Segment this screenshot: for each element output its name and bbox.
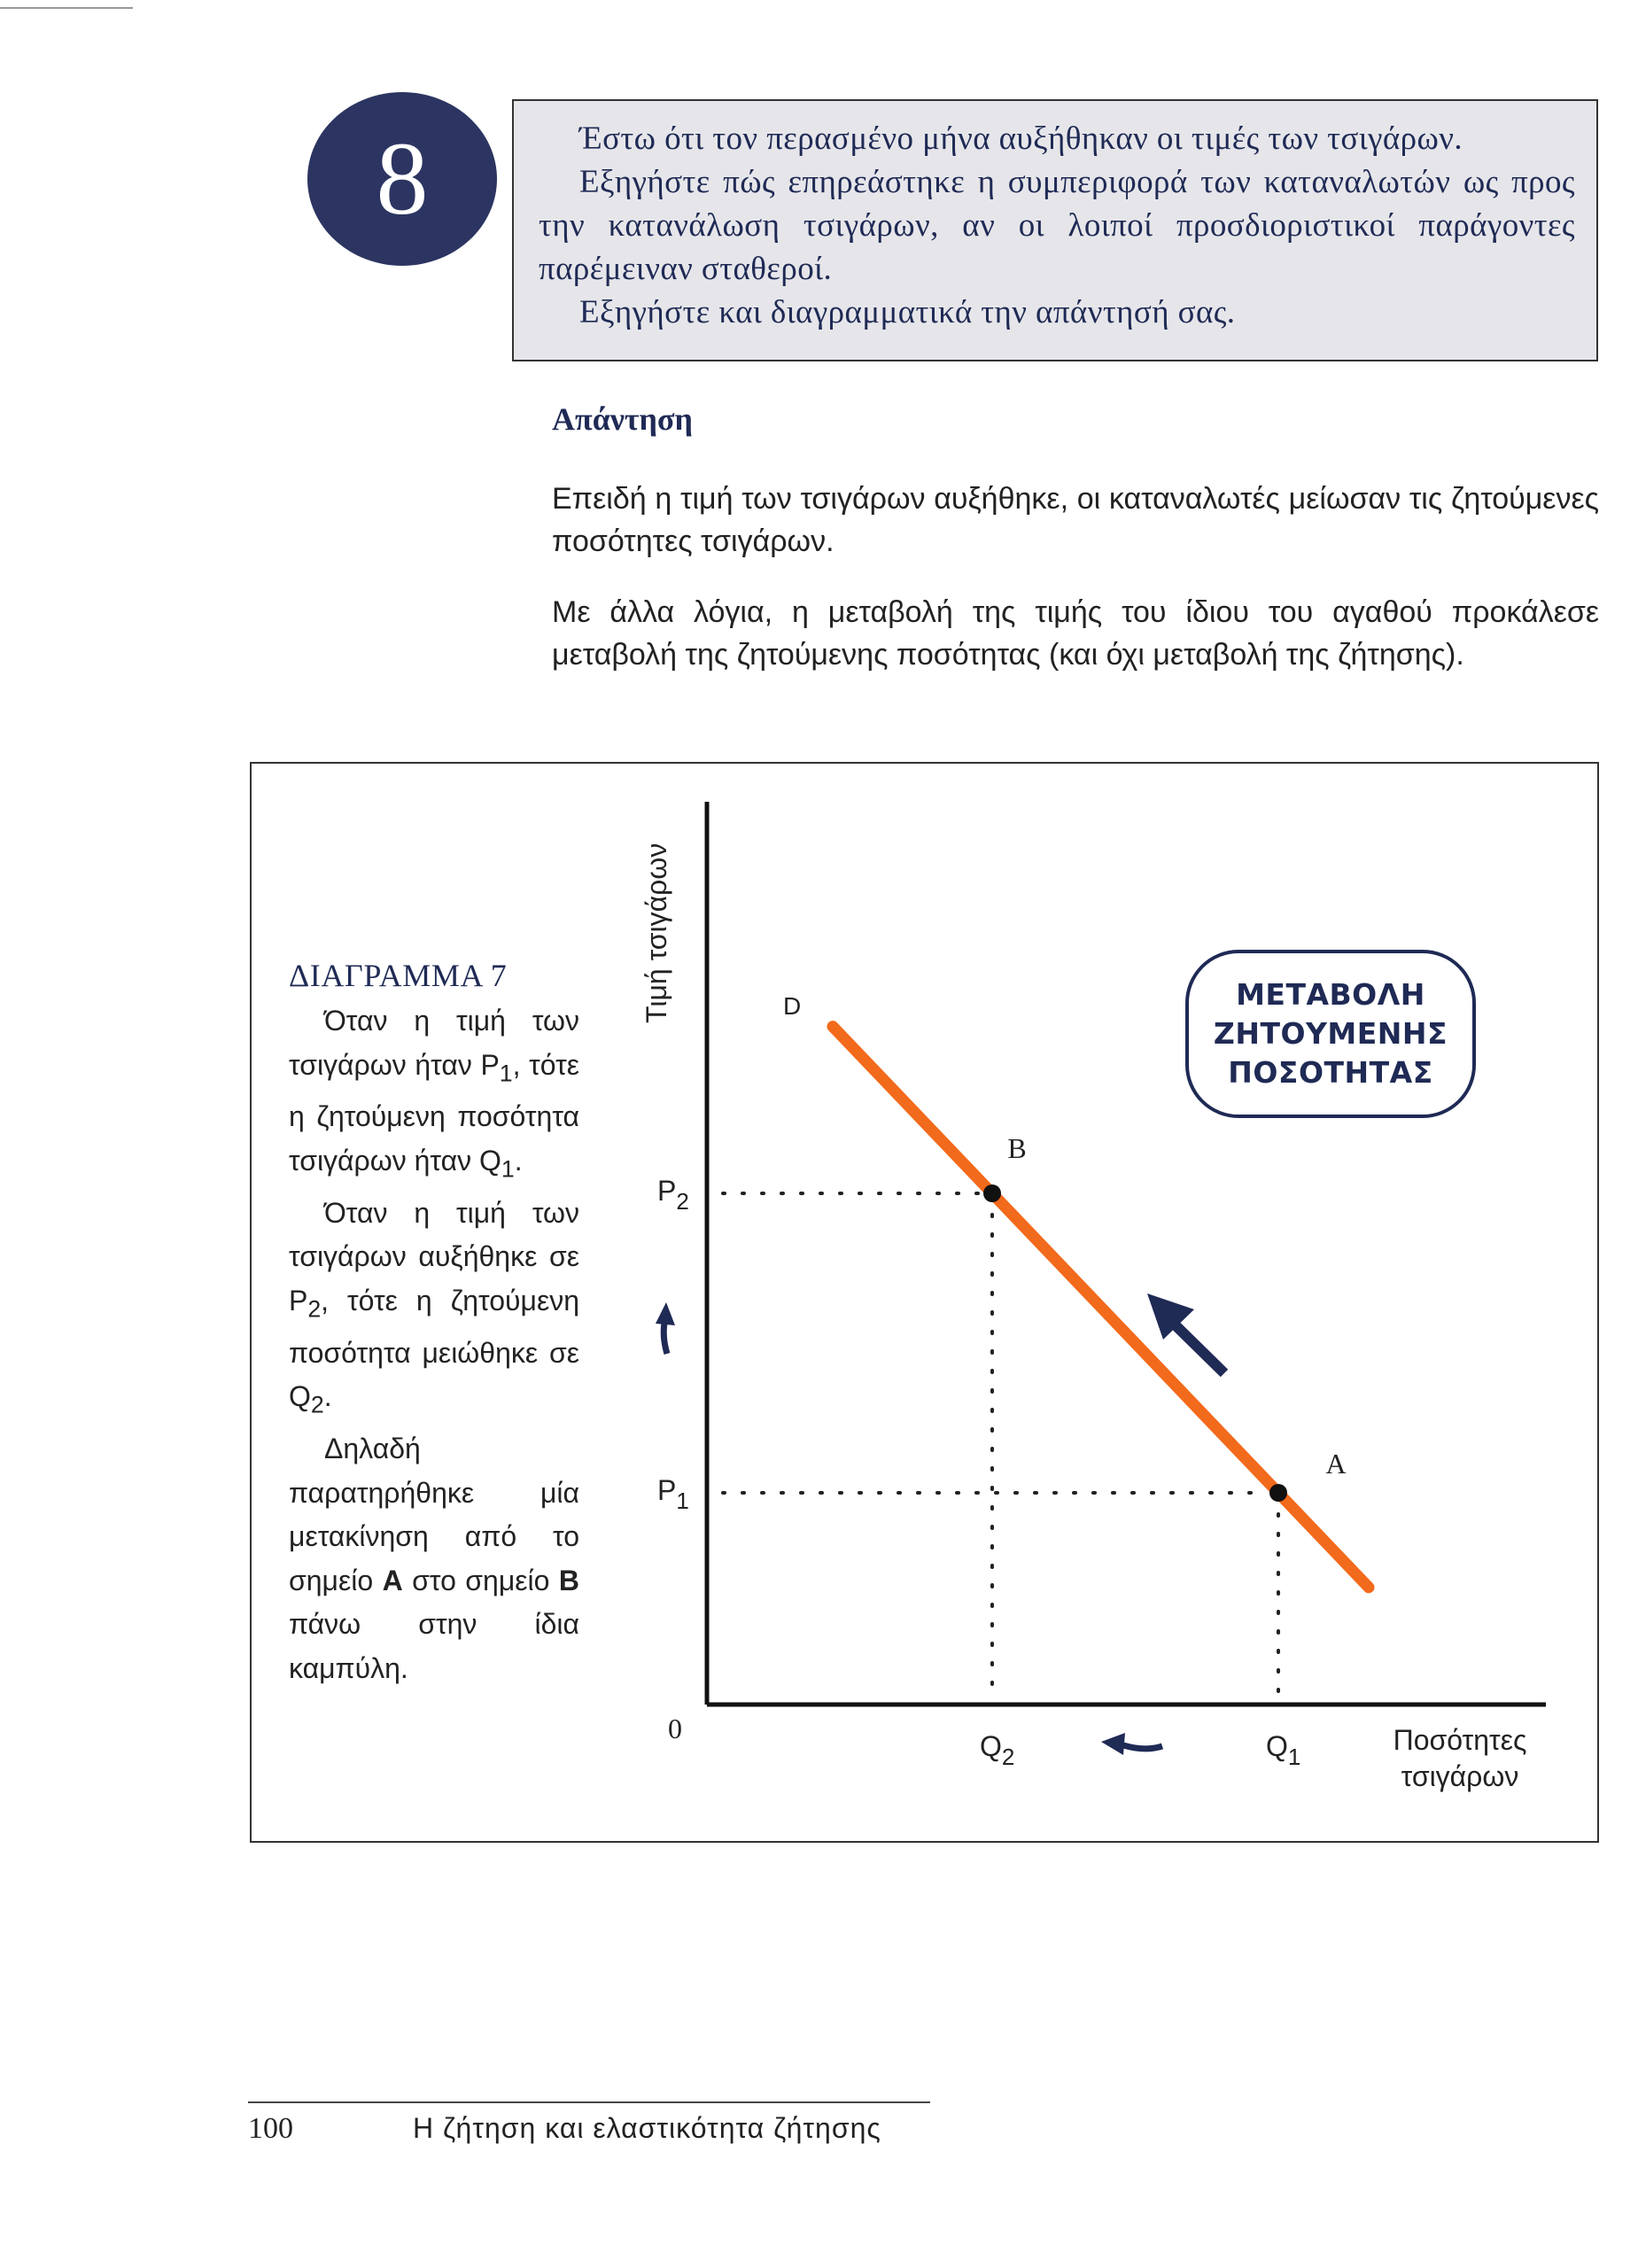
y-axis-label: Τιμή τσιγάρων bbox=[640, 843, 672, 1023]
badge-line-3: ΠΟΣΟΤΗΤΑΣ bbox=[1228, 1055, 1433, 1090]
point-label-a: A bbox=[1325, 1448, 1347, 1480]
desc-subscript: 1 bbox=[499, 1059, 513, 1086]
badge-line-2: ΖΗΤΟΥΜΕΝΗΣ bbox=[1213, 1016, 1448, 1051]
desc-subscript: 1 bbox=[501, 1155, 515, 1183]
desc-symbol-p1: P bbox=[480, 1048, 500, 1081]
desc-point-a: A bbox=[382, 1564, 403, 1596]
point-label-b: B bbox=[1007, 1132, 1027, 1164]
desc-text: Δηλαδή παρατηρήθηκε μία μετακίνηση από το σημείο bbox=[289, 1433, 579, 1596]
point-a bbox=[1269, 1484, 1287, 1502]
desc-text: πάνω στην ίδια καμπύλη. bbox=[289, 1608, 579, 1684]
desc-text: στο σημείο bbox=[402, 1564, 559, 1596]
x-axis-label-line-1: Ποσότητες bbox=[1393, 1724, 1527, 1756]
desc-text: , τότε η ζητούμενη ποσότητα μειώθηκε σε bbox=[289, 1284, 579, 1369]
quantity-down-arrow-head bbox=[1101, 1733, 1125, 1755]
running-title: Η ζήτηση και ελαστικότητα ζήτησης bbox=[413, 2112, 881, 2144]
demand-curve-label: D bbox=[783, 992, 802, 1020]
price-up-arrow-head bbox=[656, 1302, 675, 1325]
y-tick-label-P1: $P_1$ bbox=[657, 1474, 689, 1514]
question-line-2: Εξηγήστε πώς επηρεάστηκε η συμπεριφορά των καταναλωτών ως προς την κατανάλωση τσιγάρων, αν οι λοιποί προσδιοριστικοί παράγοντες παρέμειναν σταθεροί. bbox=[539, 164, 1575, 287]
question-line-1: Έστω ότι τον περασμένο μήνα αυξήθηκαν οι τιμές των τσιγάρων. bbox=[579, 120, 1463, 157]
footer-rule bbox=[248, 2101, 930, 2103]
diagram-title: ΔΙΑΓΡΑΜΜΑ 7 bbox=[289, 958, 508, 993]
desc-subscript: 2 bbox=[307, 1295, 322, 1323]
desc-text: Όταν η τιμή των τσιγάρων αυξήθηκε σε bbox=[289, 1196, 579, 1273]
origin-label: 0 bbox=[668, 1713, 682, 1744]
desc-subscript: 2 bbox=[310, 1391, 324, 1418]
desc-text: , τότε η ζητούμενη ποσότητα τσιγάρων ήταν bbox=[289, 1048, 579, 1177]
x-tick-label-Q2: $Q_2$ bbox=[980, 1730, 1015, 1770]
badge-line-1: ΜΕΤΑΒΟΛΗ bbox=[1236, 977, 1425, 1012]
page-number: 100 bbox=[248, 2112, 293, 2145]
quantity-down-arrow-shaft bbox=[1118, 1744, 1162, 1749]
desc-text: . bbox=[514, 1144, 523, 1177]
answer-paragraph-2: Με άλλα λόγια, η μεταβολή της τιμής του ίδιου του αγαθού προκάλεσε μεταβολή της ζητούμενης ποσότητας (και όχι μεταβολή της ζήτησης). bbox=[552, 595, 1599, 672]
desc-point-b: B bbox=[558, 1564, 580, 1596]
desc-symbol-p2: P bbox=[289, 1284, 308, 1317]
question-line-3: Εξηγήστε και διαγραμματικά την απάντησή σας. bbox=[579, 294, 1236, 330]
desc-symbol-q1: Q bbox=[479, 1144, 501, 1177]
x-axis-label-line-2: τσιγάρων bbox=[1401, 1760, 1519, 1792]
point-b bbox=[983, 1184, 1001, 1202]
movement-arrow-shaft bbox=[1176, 1326, 1224, 1373]
y-tick-label-P2: $P_2$ bbox=[657, 1175, 689, 1215]
question-number: 8 bbox=[376, 120, 429, 237]
desc-text: . bbox=[323, 1380, 332, 1413]
answer-heading: Απάντηση bbox=[552, 401, 693, 437]
desc-text: Όταν η τιμή των τσιγάρων ήταν bbox=[289, 1005, 579, 1081]
x-tick-label-Q1: $Q_1$ bbox=[1266, 1730, 1301, 1770]
quantity-change-badge bbox=[1185, 950, 1476, 1118]
answer-paragraph-1: Επειδή η τιμή των τσιγάρων αυξήθηκε, οι καταναλωτές μείωσαν τις ζητούμενες ποσότητες τσιγάρων. bbox=[552, 482, 1599, 558]
desc-symbol-q2: Q bbox=[289, 1380, 311, 1413]
